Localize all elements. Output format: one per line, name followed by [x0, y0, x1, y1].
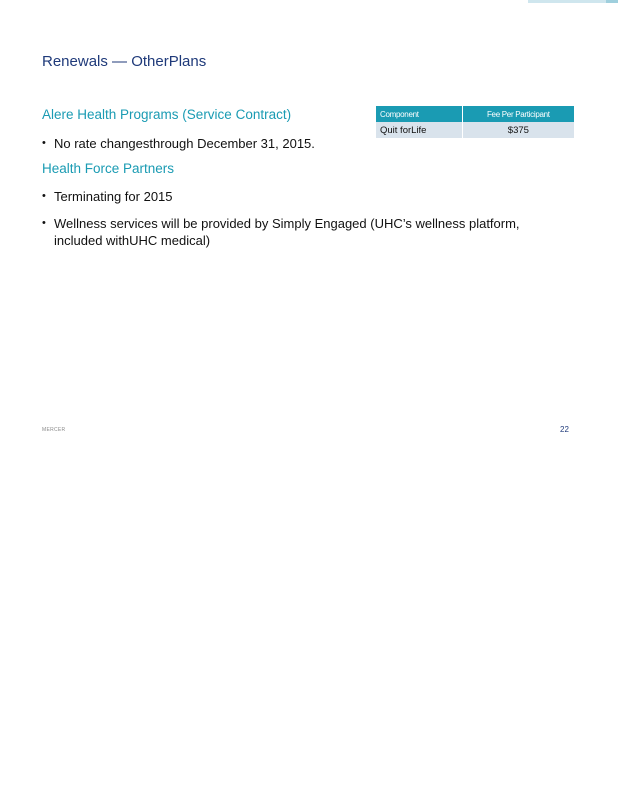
slide-title: Renewals — OtherPlans [42, 53, 207, 70]
bullet-wellness [42, 215, 562, 249]
bullet-text: No rate changesthrough December 31, 2015. [54, 136, 315, 151]
bullet-text: Wellness services will be provided by Simply Engaged (UHC’s wellness platform, included withUHC medical) [54, 216, 520, 248]
table-header-component: Component [376, 106, 462, 122]
table-row [376, 122, 574, 138]
mercer-logo: MERCER [42, 427, 66, 433]
section-heading-health-force: Health Force Partners [42, 161, 175, 176]
bullet-dot-icon: • [42, 217, 46, 229]
top-accent-bar-end [606, 0, 618, 3]
rate-table [376, 106, 574, 138]
table-cell-component: Quit forLife [376, 122, 462, 138]
bullet-terminating [42, 188, 562, 205]
top-accent-bar [528, 0, 618, 3]
bullet-text: Terminating for 2015 [54, 189, 173, 204]
table-cell-fee: $375 [462, 122, 574, 138]
bullet-dot-icon: • [42, 190, 46, 202]
table-header-row [376, 106, 574, 122]
page-number: 22 [560, 425, 569, 434]
table-header-fee: Fee Per Participant [462, 106, 574, 122]
section-heading-alere: Alere Health Programs (Service Contract) [42, 107, 292, 122]
bullet-dot-icon: • [42, 137, 46, 149]
